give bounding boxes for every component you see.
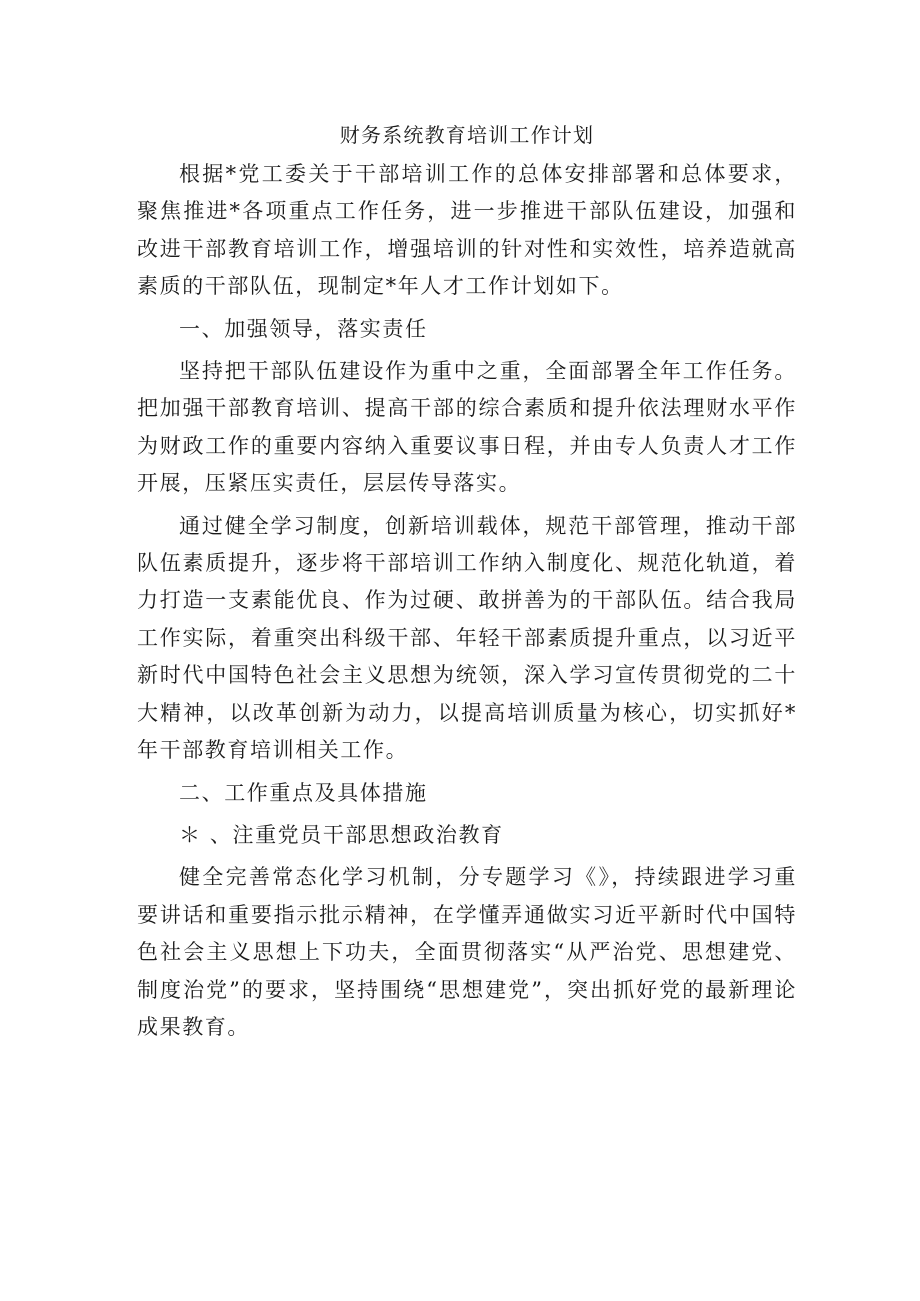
subsection-heading: ＊ 、注重党员干部思想政治教育 [179,822,504,847]
paragraph-section-1-b: 通过健全学习制度，创新培训载体，规范干部管理，推动干部队伍素质提升，逐步将干部培训工作纳入制度化、规范化轨道，着力打造一支素能优良、作为过硬、敢拼善为的干部队伍。结合我局工作实际，着重突出科级干部、年轻干部素质提升重点，以习近平新时代中国特色社会主义思想为统领，深入学习宣传贯彻党的二十大精神，以改革创新为动力，以提高培训质量为核心，切实抓好*年干部教育培训相关工作。 [137,513,797,763]
document-title: 财务系统教育培训工作计划 [339,123,595,147]
paragraph-section-2-a: 健全完善常态化学习机制，分专题学习《》，持续跟进学习重要讲话和重要指示批示精神，在学懂弄通做实习近平新时代中国特色社会主义思想上下功夫，全面贯彻落实“从严治党、思想建党、制度治党”的要求，坚持围绕“思想建党”，突出抓好党的最新理论成果教育。 [137,865,797,1039]
paragraph-intro: 根据*党工委关于干部培训工作的总体安排部署和总体要求，聚焦推进*各项重点工作任务，进一步推进干部队伍建设，加强和改进干部教育培训工作，增强培训的针对性和实效性，培养造就高素质的干部队伍，现制定*年人才工作计划如下。 [137,162,797,299]
document-body [137,118,797,1046]
section-heading-2: 二、工作重点及具体措施 [179,780,428,805]
section-heading-1: 一、加强领导，落实责任 [179,316,428,341]
paragraph-section-1-a: 坚持把干部队伍建设作为重中之重，全面部署全年工作任务。把加强干部教育培训、提高干部的综合素质和提升依法理财水平作为财政工作的重要内容纳入重要议事日程，并由专人负责人才工作开展，压紧压实责任，层层传导落实。 [137,359,797,496]
